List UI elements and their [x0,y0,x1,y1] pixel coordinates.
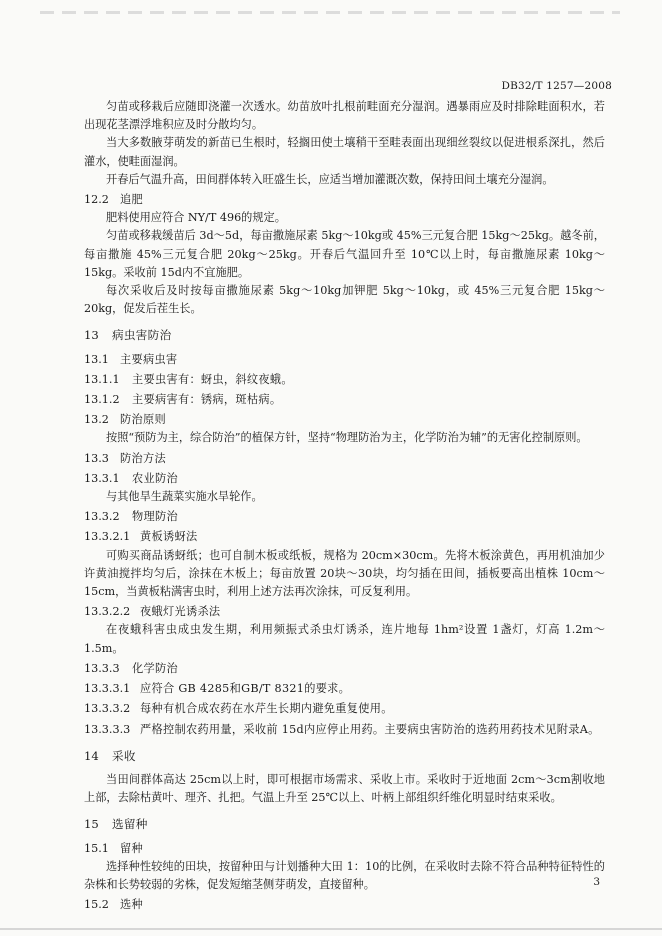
clause-title: 主要病虫害 [120,352,178,366]
page-number: 3 [593,876,600,888]
clause-number: 13.1 [84,352,109,366]
clause-number: 13.3.2.2 [84,605,131,619]
subsection-heading [84,840,605,858]
clause-number: 13.3.2 [84,510,120,524]
clause-title: 农业防治 [132,471,178,485]
subsection-heading [84,351,605,369]
paragraph: 每次采收后及时按每亩撒施尿素 5kg～10kg加钾肥 5kg～10kg，或 45%三元复合肥 15kg～20kg，促发后茬生长。 [84,284,605,316]
clause-number: 13.3.3.3 [84,722,131,736]
clause-title: 严格控制农药用量，采收前 15d内应停止用药。主要病虫害防治的选药用药技术见附录A。 [140,722,600,736]
clause-number: 12.2 [84,193,109,207]
clause-title: 采收 [112,748,136,763]
subsection-heading [84,721,605,739]
subsection-heading [84,470,605,488]
paragraph: 在夜蛾科害虫成虫发生期，利用频振式杀虫灯诱杀，连片地每 1hm²设置 1盏灯，灯高 1.2m～1.5m。 [84,623,605,655]
paragraph: 可购买商品诱蚜纸；也可自制木板或纸板，规格为 20cm×30cm。先将木板涂黄色，再用机油加少许黄油搅拌均匀后，涂抹在木板上；每亩放置 20块～30块，均匀插在田间，插板要高出植株 10cm～15cm，当黄板粘满害虫时，利用上述方法再次涂抹，可反复利用。 [84,548,605,599]
subsection-heading [84,371,605,389]
clause-title: 防治原则 [120,413,166,427]
subsection-heading [84,191,605,209]
clause-title: 物理防治 [132,510,178,524]
clause-number: 13.3.2.1 [84,530,131,544]
clause-number: 13.3 [84,451,109,465]
clause-title: 夜蛾灯光诱杀法 [140,605,221,619]
paragraph: 匀苗或移栽后应随即浇灌一次透水。幼苗放叶扎根前畦面充分湿润。遇暴雨应及时排除畦面积水，若出现花茎漂浮堆积应及时分散均匀。 [84,100,605,132]
clause-title: 黄板诱蚜法 [140,530,198,544]
clause-title: 选留种 [112,817,148,832]
paragraph: 匀苗或移栽缓苗后 3d～5d，每亩撒施尿素 5kg～10kg或 45%三元复合肥 15kg～25kg。越冬前，每亩撒施 45%三元复合肥 20kg～25kg。开春后气温回升至 10℃以上时，每亩撒施尿素 10kg～15kg。采收前 15d内不宜施肥。 [84,229,605,279]
clause-number: 13.1.2 [84,393,120,407]
subsection-heading [84,896,605,914]
subsection-heading [84,680,605,698]
clause-number: 15.2 [84,898,109,912]
clause-number: 13.3.3.1 [84,682,131,696]
clause-title: 应符合 GB 4285和GB/T 8321的要求。 [140,682,351,696]
clause-number: 14 [84,748,99,763]
page-edge [0,928,662,930]
standard-number: DB32/T 1257—2008 [501,80,612,92]
clause-title: 每种有机合成农药在水芹生长期内避免重复使用。 [140,702,393,716]
clause-number: 13.3.3 [84,661,120,675]
clause-title: 主要病害有：锈病，斑枯病。 [132,393,282,407]
clause-number: 15.1 [84,841,109,855]
subsection-heading [84,391,605,409]
paragraph: 当大多数腋芽萌发的新苗已生根时，轻搁田使土壤稍干至畦表面出现细丝裂纹以促进根系深扎，然后灌水，使畦面湿润。 [84,136,605,168]
subsection-heading [84,450,605,468]
subsection-heading [84,603,605,621]
clause-title: 追肥 [120,193,143,207]
clause-title: 化学防治 [132,661,178,675]
section-heading [84,815,605,833]
section-heading [84,326,605,344]
paragraph: 按照“预防为主，综合防治”的植保方针，坚持“物理防治为主，化学防治为辅”的无害化控制原则。 [106,431,588,445]
clause-number: 13.2 [84,413,109,427]
subsection-heading [84,700,605,718]
paragraph: 开春后气温升高，田间群体转入旺盛生长，应适当增加灌溉次数，保持田间土壤充分湿润。 [106,172,554,186]
paragraph: 与其他旱生蔬菜实施水旱轮作。 [106,490,263,504]
clause-title: 选种 [120,898,143,912]
clause-number: 13.1.1 [84,372,120,386]
paragraph: 选择种性较纯的田块，按留种田与计划播种大田 1：10的比例，在采收时去除不符合品种特征特性的杂株和长势较弱的劣株，促发短缩茎侧芽萌发，直接留种。 [84,859,605,891]
scan-artifact [40,11,620,14]
clause-title: 留种 [120,841,143,855]
subsection-heading [84,660,605,678]
subsection-heading [84,528,605,546]
clause-title: 病虫害防治 [112,328,172,343]
clause-number: 13.3.3.2 [84,702,131,716]
document-body [84,98,605,914]
subsection-heading [84,508,605,526]
subsection-heading [84,411,605,429]
paragraph: 肥料使用应符合 NY/T 496的规定。 [106,211,286,225]
clause-title: 防治方法 [120,451,166,465]
clause-number: 13.3.1 [84,471,120,485]
section-heading [84,747,605,765]
clause-number: 15 [84,817,99,832]
clause-title: 主要虫害有：蚜虫，斜纹夜蛾。 [132,372,293,386]
paragraph: 当田间群体高达 25cm以上时，即可根据市场需求、采收上市。采收时于近地面 2cm～3cm割收地上部，去除枯黄叶、理齐、扎把。气温上升至 25℃以上、叶柄上部组织纤维化明显时结束采收。 [84,772,605,805]
clause-number: 13 [84,328,99,343]
